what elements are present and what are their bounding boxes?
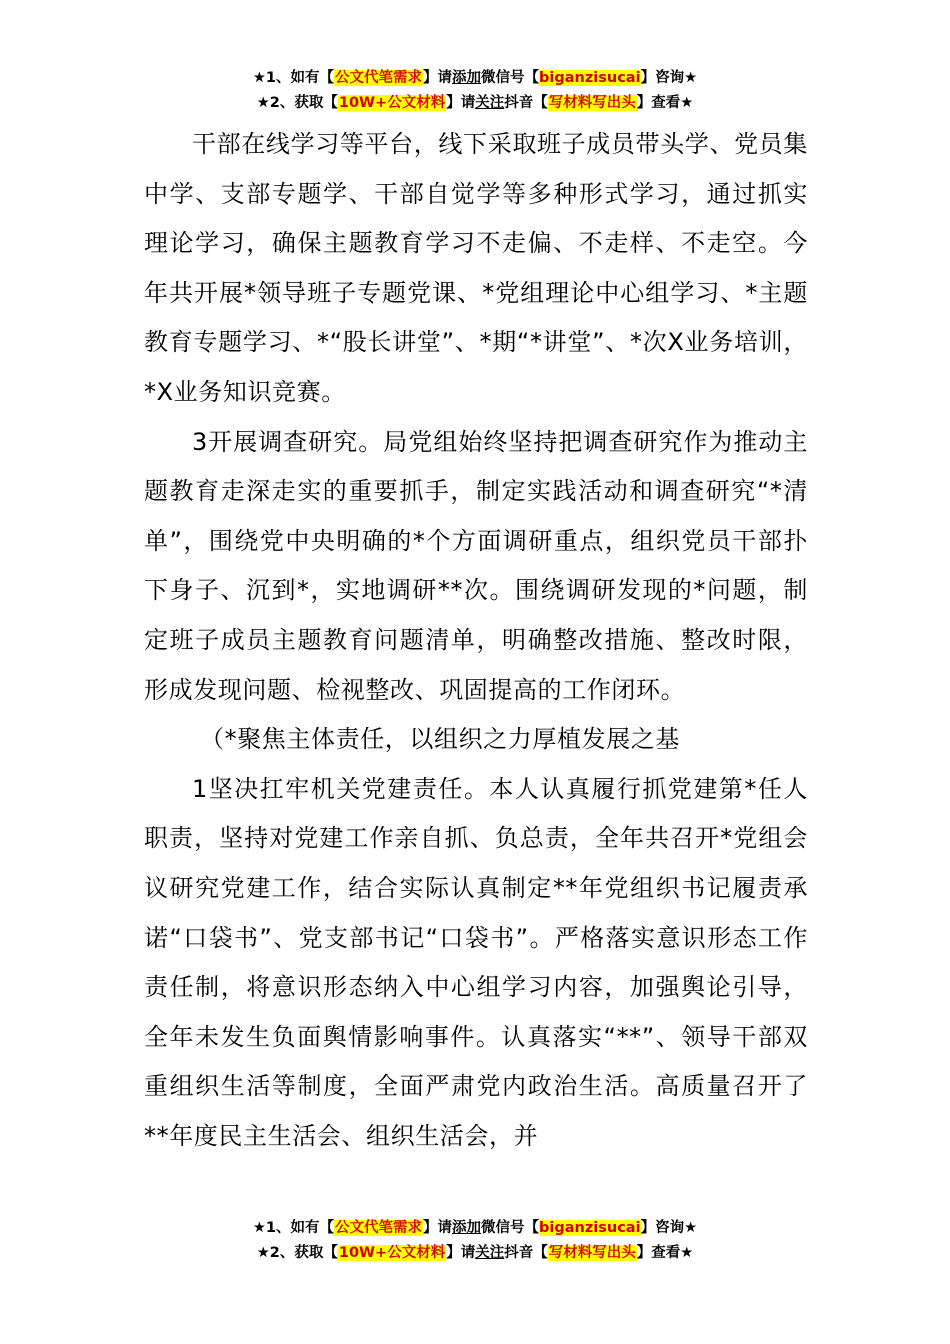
banner-text: ★2、获取【 bbox=[256, 1245, 338, 1261]
banner-emphasis: 添加 bbox=[452, 70, 482, 86]
banner-highlight: 10W+公文材料 bbox=[338, 1245, 446, 1261]
banner-text: ★1、如有【 bbox=[252, 1220, 335, 1236]
banner-wechat-id: biganzisucai bbox=[539, 70, 641, 86]
banner-text: 抖音【 bbox=[504, 95, 548, 111]
banner-emphasis: 关注 bbox=[475, 1245, 505, 1261]
banner-wechat-id: biganzisucai bbox=[539, 1220, 641, 1236]
banner-text: 】查看★ bbox=[636, 95, 694, 111]
banner-highlight: 公文代笔需求 bbox=[335, 1220, 423, 1236]
banner-line-2 bbox=[0, 1241, 950, 1266]
banner-highlight: 公文代笔需求 bbox=[335, 70, 423, 86]
header-banner bbox=[0, 66, 950, 116]
banner-text: 】请 bbox=[446, 1245, 476, 1261]
banner-text: 】查看★ bbox=[636, 1245, 694, 1261]
document-body bbox=[144, 120, 808, 1161]
banner-text: ★1、如有【 bbox=[252, 70, 335, 86]
banner-text: 】咨询★ bbox=[640, 70, 698, 86]
banner-line-2 bbox=[0, 91, 950, 116]
paragraph: 3开展调查研究。局党组始终坚持把调查研究作为推动主题教育走深走实的重要抓手，制定实践活动和调查研究“*清单”，围绕党中央明确的*个方面调研重点，组织党员干部扑下身子、沉到*，实地调研**次。围绕调研发现的*问题，制定班子成员主题教育问题清单，明确整改措施、整改时限，形成发现问题、检视整改、巩固提高的工作闭环。 bbox=[144, 427, 808, 704]
banner-text: 】咨询★ bbox=[640, 1220, 698, 1236]
banner-line-1 bbox=[0, 1216, 950, 1241]
section-heading: （*聚焦主体责任，以组织之力厚植发展之基 bbox=[200, 725, 680, 754]
paragraph: 1坚决扛牢机关党建责任。本人认真履行抓党建第*任人职责，坚持对党建工作亲自抓、负总责，全年共召开*党组会议研究党建工作，结合实际认真制定**年党组织书记履责承诺“口袋书”、党支部书记“口袋书”。严格落实意识形态工作责任制，将意识形态纳入中心组学习内容，加强舆论引导，全年未发生负面舆情影响事件。认真落实“**”、领导干部双重组织生活等制度，全面严肃党内政治生活。高质量召开了**年度民主生活会、组织生活会，并 bbox=[144, 774, 808, 1150]
banner-text: ★2、获取【 bbox=[256, 95, 338, 111]
banner-douyin-id: 写材料写出头 bbox=[548, 95, 636, 111]
footer-banner bbox=[0, 1216, 950, 1266]
banner-emphasis: 关注 bbox=[475, 95, 505, 111]
banner-text: 】请 bbox=[446, 95, 476, 111]
banner-text: 抖音【 bbox=[504, 1245, 548, 1261]
banner-line-1 bbox=[0, 66, 950, 91]
banner-text: 】请 bbox=[423, 1220, 453, 1236]
banner-emphasis: 添加 bbox=[452, 1220, 482, 1236]
paragraph: 干部在线学习等平台，线下采取班子成员带头学、党员集中学、支部专题学、干部自觉学等多种形式学习，通过抓实理论学习，确保主题教育学习不走偏、不走样、不走空。今年共开展*领导班子专题党课、*党组理论中心组学习、*主题教育专题学习、*“股长讲堂”、*期“*讲堂”、*次X业务培训，*X业务知识竞赛。 bbox=[144, 130, 808, 406]
banner-text: 微信号【 bbox=[481, 70, 540, 86]
banner-text: 微信号【 bbox=[481, 1220, 540, 1236]
banner-highlight: 10W+公文材料 bbox=[338, 95, 446, 111]
banner-douyin-id: 写材料写出头 bbox=[548, 1245, 636, 1261]
banner-text: 】请 bbox=[423, 70, 453, 86]
